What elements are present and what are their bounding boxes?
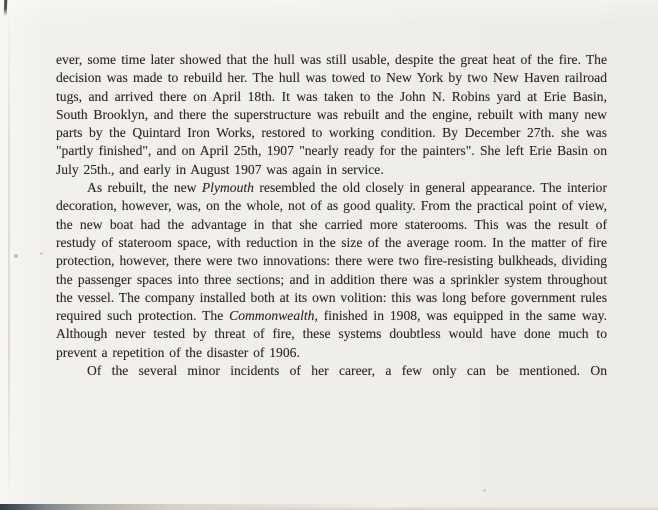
paragraph	[56, 362, 607, 380]
scan-edge-artifact	[0, 504, 380, 510]
ship-name-italic: Plymouth	[201, 180, 254, 196]
text-segment: ever, some time later showed that the hull was still usable, despite the great heat of the fire. The decision was made to rebuild her. The hull was towed to New York by two New Haven railroad tugs, and arrived there on April 18th. It was taken to the John N. Robins yard at Erie Basin, South Brooklyn, and there the superstructure was rebuilt and the engine, rebuilt with many new parts by the Quintard Iron Works, restored to working condition. By December 27th. she was "partly finished", and on April 25th, 1907 "nearly ready for the painters". She left Erie Basin on July 25th., and early in August 1907 was again in service.	[56, 52, 607, 177]
text-segment: resembled the old closely in general appearance. The interior decoration, however, was, on the whole, not of as good quality. From the practical point of view, the new boat had the advantage in that she carried more staterooms. This was the result of restudy of stateroom space, with reduction in the size of the average room. In the matter of fire protection, however, there were two innovations: there were two fire-resisting bulkheads, dividing the passenger spaces into three sections; and in addition there was a sprinkler system throughout the vessel. The company installed both at its own volition: this was long before government rules required such protection. The	[56, 180, 607, 324]
scan-mark-artifact	[4, 0, 8, 16]
text-block	[56, 51, 607, 380]
ship-name-italic: Commonwealth,	[229, 308, 318, 324]
paper-speck	[40, 252, 43, 255]
paper-speck	[483, 489, 486, 492]
paragraph	[56, 51, 607, 179]
paragraph	[56, 179, 607, 362]
paper-speck	[14, 254, 18, 258]
text-segment: Of the several minor incidents of her career, a few only can be mentioned. On	[87, 363, 607, 379]
text-segment: As rebuilt, the new	[87, 180, 202, 196]
page-crease-artifact	[8, 0, 10, 510]
text-segment: finished in 1908, was equipped in the same way. Although never tested by threat of fire, these systems doubtless would have done much to prevent a repetition of the disaster of 1906.	[56, 308, 607, 360]
